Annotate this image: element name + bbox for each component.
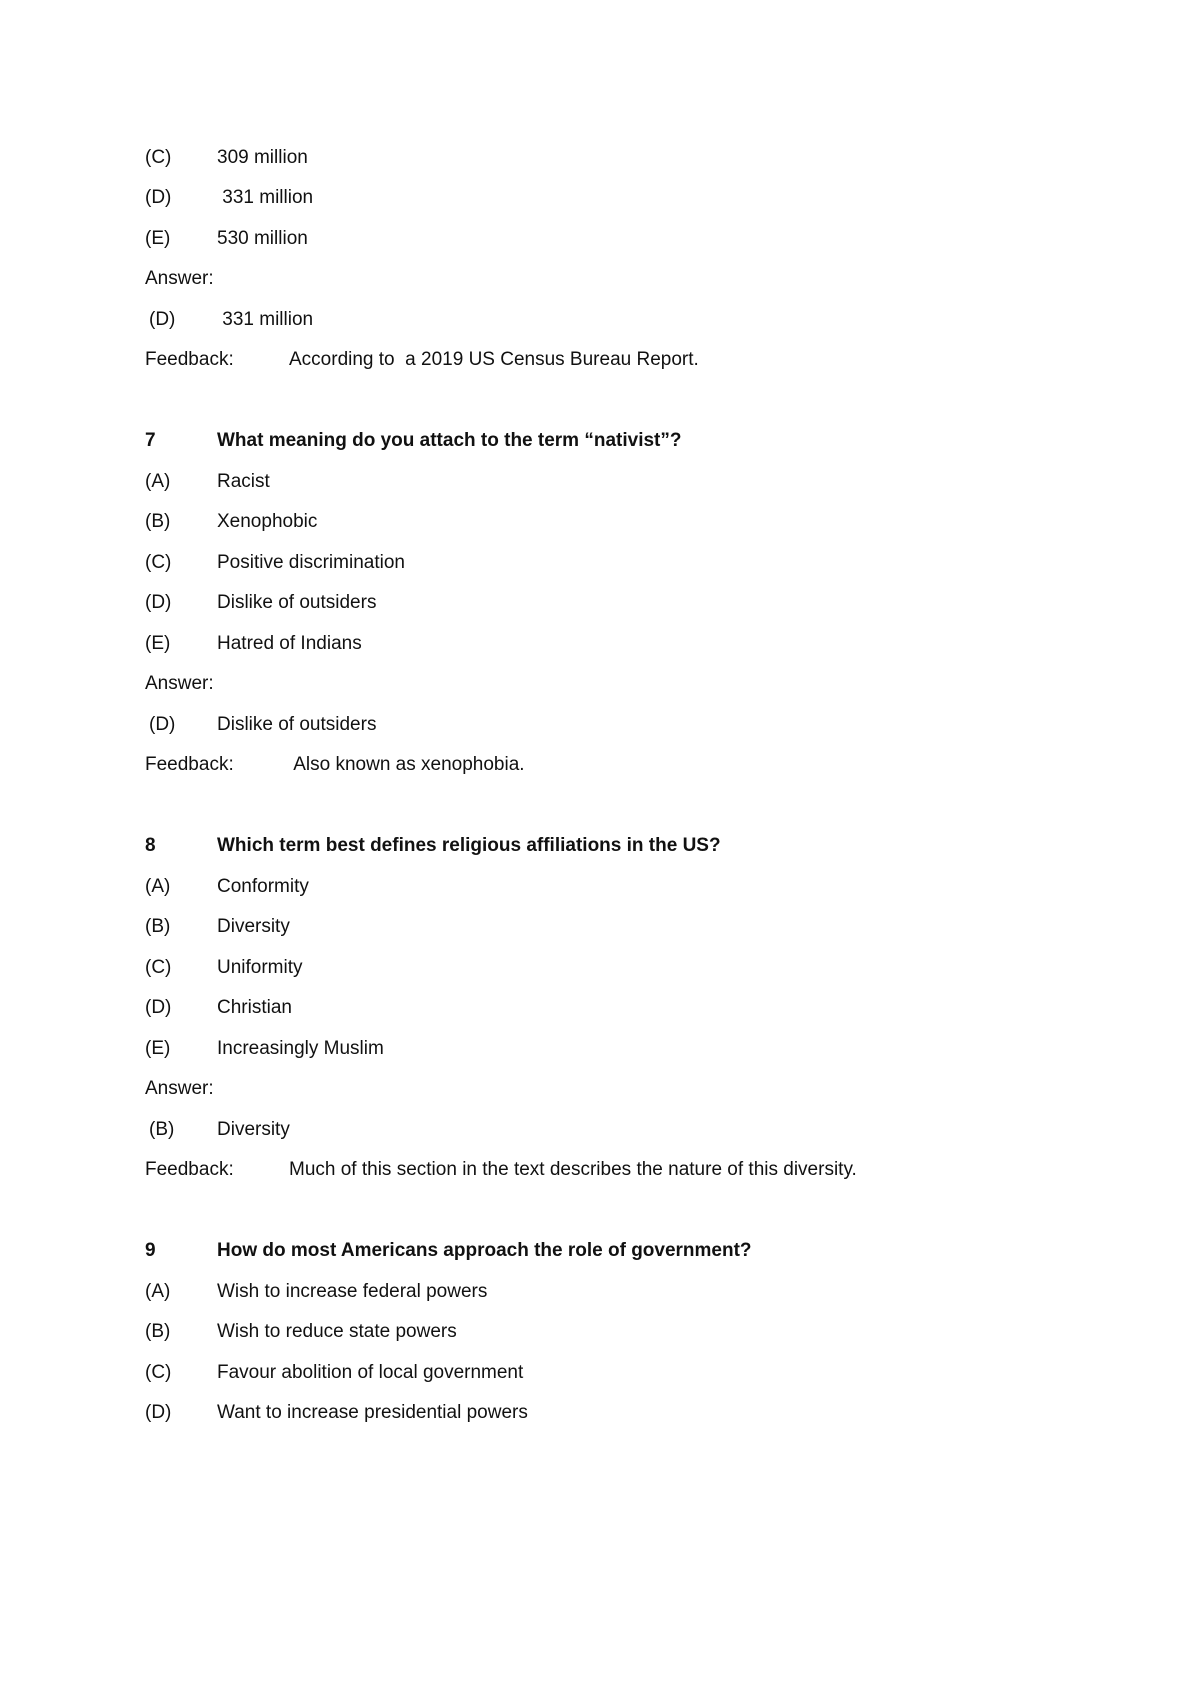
question-7: 7 What meaning do you attach to the term “nativist”?	[145, 430, 682, 451]
answer-label: Answer:	[145, 673, 214, 694]
option-d: (D) Christian	[145, 997, 292, 1018]
answer: (B) Diversity	[149, 1119, 290, 1140]
option-b: (B) Diversity	[145, 916, 290, 937]
option-d: (D) Want to increase presidential powers	[145, 1402, 528, 1423]
option-e: (E) Hatred of Indians	[145, 633, 362, 654]
answer: (D) Dislike of outsiders	[149, 714, 377, 735]
question-8: 8 Which term best defines religious affiliations in the US?	[145, 835, 721, 856]
option-a: (A) Conformity	[145, 876, 309, 897]
feedback: Feedback: Also known as xenophobia.	[145, 754, 525, 775]
option-d: (D) Dislike of outsiders	[145, 592, 377, 613]
option-e: (E) 530 million	[145, 228, 308, 249]
option-b: (B) Wish to reduce state powers	[145, 1321, 457, 1342]
question-9: 9 How do most Americans approach the role of government?	[145, 1240, 752, 1261]
answer-label: Answer:	[145, 1078, 214, 1099]
option-a: (A) Wish to increase federal powers	[145, 1281, 488, 1302]
feedback: Feedback: According to a 2019 US Census Bureau Report.	[145, 349, 699, 370]
option-e: (E) Increasingly Muslim	[145, 1038, 384, 1059]
option-b: (B) Xenophobic	[145, 511, 318, 532]
option-c: (C) 309 million	[145, 147, 308, 168]
option-d: (D) 331 million	[145, 187, 314, 208]
option-c: (C) Positive discrimination	[145, 552, 405, 573]
option-a: (A) Racist	[145, 471, 270, 492]
option-c: (C) Uniformity	[145, 957, 303, 978]
feedback: Feedback: Much of this section in the text describes the nature of this diversity.	[145, 1159, 857, 1180]
answer: (D) 331 million	[149, 309, 314, 330]
answer-label: Answer:	[145, 268, 214, 289]
option-c: (C) Favour abolition of local government	[145, 1362, 524, 1383]
